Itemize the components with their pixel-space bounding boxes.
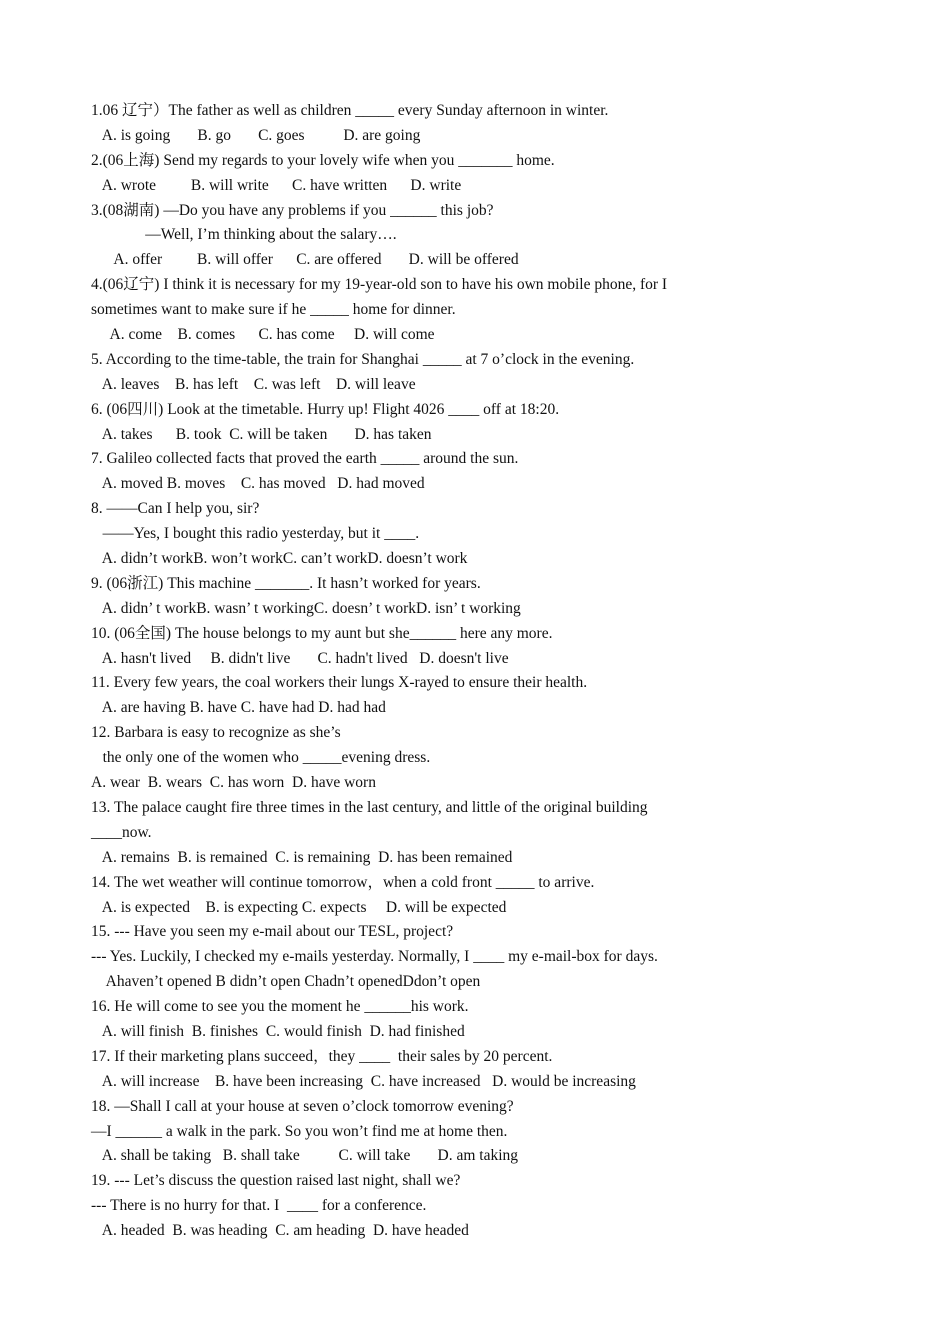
question-5-stem: 5. According to the time-table, the train for Shanghai _____ at 7 o’clock in the evening. [91,350,635,368]
question-8-stem: 8. ——Can I help you, sir? [91,500,260,518]
question-4-options: A. come B. comes C. has come D. will come [91,326,435,344]
question-2-stem: 2.(06上海) Send my regards to your lovely wife when you _______ home. [91,151,555,169]
question-7-options: A. moved B. moves C. has moved D. had moved [91,475,425,493]
question-15-options: Ahaven’t opened B didn’t open Chadn’t openedDdon’t open [91,973,481,991]
document-body [91,99,851,1244]
question-18-options: A. shall be taking B. shall take C. will take D. am taking [91,1147,519,1165]
question-11-options: A. are having B. have C. have had D. had had [91,699,386,717]
question-10-stem: 10. (06全国) The house belongs to my aunt but she______ here any more. [91,624,553,642]
question-16-options: A. will finish B. finishes C. would finish D. had finished [91,1022,465,1040]
question-14-options: A. is expected B. is expecting C. expects D. will be expected [91,898,507,916]
question-9-options: A. didn’ t workB. wasn’ t workingC. doesn’ t workD. isn’ t working [91,599,521,617]
question-15-stem: 15. --- Have you seen my e-mail about our TESL, project? [91,923,454,941]
question-6-options: A. takes B. took C. will be taken D. has taken [91,425,432,443]
question-11-stem: 11. Every few years, the coal workers their lungs X-rayed to ensure their health. [91,674,588,692]
question-3-stem: 3.(08湖南) —Do you have any problems if you ______ this job? [91,201,494,219]
question-2-options: A. wrote B. will write C. have written D. write [91,176,462,194]
question-9-stem: 9. (06浙江) This machine _______. It hasn’t worked for years. [91,574,481,592]
question-16-stem: 16. He will come to see you the moment he ______his work. [91,998,469,1016]
question-19-stem: 19. --- Let’s discuss the question raised last night, shall we? [91,1172,461,1190]
question-10-options: A. hasn't lived B. didn't live C. hadn't lived D. doesn't live [91,649,509,667]
question-13-options: A. remains B. is remained C. is remaining D. has been remained [91,848,513,866]
question-5-options: A. leaves B. has left C. was left D. will leave [91,375,416,393]
question-12-stem: 12. Barbara is easy to recognize as she’s [91,724,341,742]
question-19-reply: --- There is no hurry for that. I ____ for a conference. [91,1197,427,1215]
question-15-reply: --- Yes. Luckily, I checked my e-mails yesterday. Normally, I ____ my e-mail-box for days. [91,948,658,966]
question-17-stem: 17. If their marketing plans succeed，they ____ their sales by 20 percent. [91,1047,553,1065]
question-4-stem: 4.(06辽宁) I think it is necessary for my 19-year-old son to have his own mobile phone, for I [91,276,668,294]
question-12-options: A. wear B. wears C. has worn D. have worn [91,774,376,792]
question-13-stem-cont: ____now. [91,823,152,841]
question-19-options: A. headed B. was heading C. am heading D. have headed [91,1222,469,1240]
question-18-reply: —I ______ a walk in the park. So you won’t find me at home then. [91,1122,508,1140]
question-3-options: A. offer B. will offer C. are offered D. will be offered [91,251,519,269]
question-18-stem: 18. —Shall I call at your house at seven o’clock tomorrow evening? [91,1097,514,1115]
question-8-reply: ——Yes, I bought this radio yesterday, but it ____. [91,525,420,543]
question-14-stem: 14. The wet weather will continue tomorrow，when a cold front _____ to arrive. [91,873,595,891]
question-13-stem: 13. The palace caught fire three times in the last century, and little of the original building [91,798,648,816]
question-3-reply: —Well, I’m thinking about the salary…. [91,226,397,244]
question-1-options: A. is going B. go C. goes D. are going [91,126,421,144]
question-1-stem: 1.06 辽宁）The father as well as children _____ every Sunday afternoon in winter. [91,102,609,119]
question-12-stem-cont: the only one of the women who _____evening dress. [91,749,431,767]
question-8-options: A. didn’t workB. won’t workC. can’t workD. doesn’t work [91,550,468,568]
question-7-stem: 7. Galileo collected facts that proved the earth _____ around the sun. [91,450,519,468]
question-6-stem: 6. (06四川) Look at the timetable. Hurry up! Flight 4026 ____ off at 18:20. [91,400,560,418]
question-4-stem-cont: sometimes want to make sure if he _____ home for dinner. [91,301,456,319]
question-17-options: A. will increase B. have been increasing C. have increased D. would be increasing [91,1072,636,1090]
